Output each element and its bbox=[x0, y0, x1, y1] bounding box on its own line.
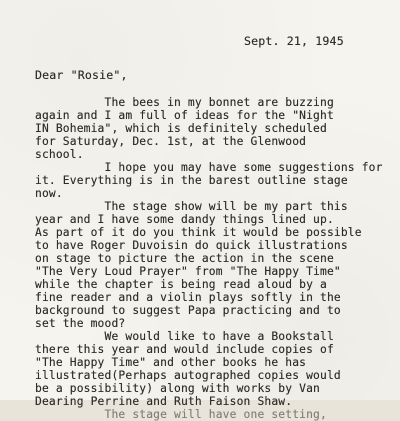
body-line-12: to have Roger Duvoisin do quick illustrations bbox=[35, 239, 348, 252]
letter-salutation: Dear "Rosie", bbox=[35, 68, 128, 82]
body-line-9: The stage show will be my part this bbox=[35, 200, 348, 213]
body-line-14: "The Very Loud Prayer" from "The Happy Time" bbox=[35, 265, 341, 278]
body-line-20: there this year and would include copies of bbox=[35, 343, 334, 356]
letter-date: Sept. 21, 1945 bbox=[244, 34, 344, 48]
body-line-24: Dearing Perrine and Ruth Faison Shaw. bbox=[35, 395, 293, 408]
body-line-21: "The Happy Time" and other books he has bbox=[35, 356, 307, 369]
body-line-8: now. bbox=[35, 187, 63, 200]
body-line-17: background to suggest Papa practicing and to bbox=[35, 304, 341, 317]
body-line-11: As part of it do you think it would be possible bbox=[35, 226, 362, 239]
body-line-23: be a possibility) along with works by Van bbox=[35, 382, 321, 395]
body-line-10: year and I have some dandy things lined up. bbox=[35, 213, 334, 226]
body-line-25: The stage will have one setting, bbox=[35, 408, 327, 421]
body-line-16: fine reader and a violin plays softly in the bbox=[35, 291, 341, 304]
body-line-5: school. bbox=[35, 148, 84, 161]
body-line-19: We would like to have a Bookstall bbox=[35, 330, 334, 343]
body-line-6: I hope you may have some suggestions for bbox=[35, 161, 383, 174]
body-line-15: while the chapter is being read aloud by a bbox=[35, 278, 327, 291]
body-line-1: The bees in my bonnet are buzzing bbox=[35, 96, 334, 109]
body-line-13: on stage to picture the action in the scene bbox=[35, 252, 334, 265]
body-line-7: it. Everything is in the barest outline stage bbox=[35, 174, 348, 187]
body-line-4: for Saturday, Dec. 1st, at the Glenwood bbox=[35, 135, 307, 148]
body-line-2: again and I am full of ideas for the "Night bbox=[35, 109, 334, 122]
body-line-22: illustrated(Perhaps autographed copies would bbox=[35, 369, 341, 382]
body-line-18: set the mood? bbox=[35, 317, 126, 330]
body-line-3: IN Bohemia", which is definitely scheduled bbox=[35, 122, 327, 135]
